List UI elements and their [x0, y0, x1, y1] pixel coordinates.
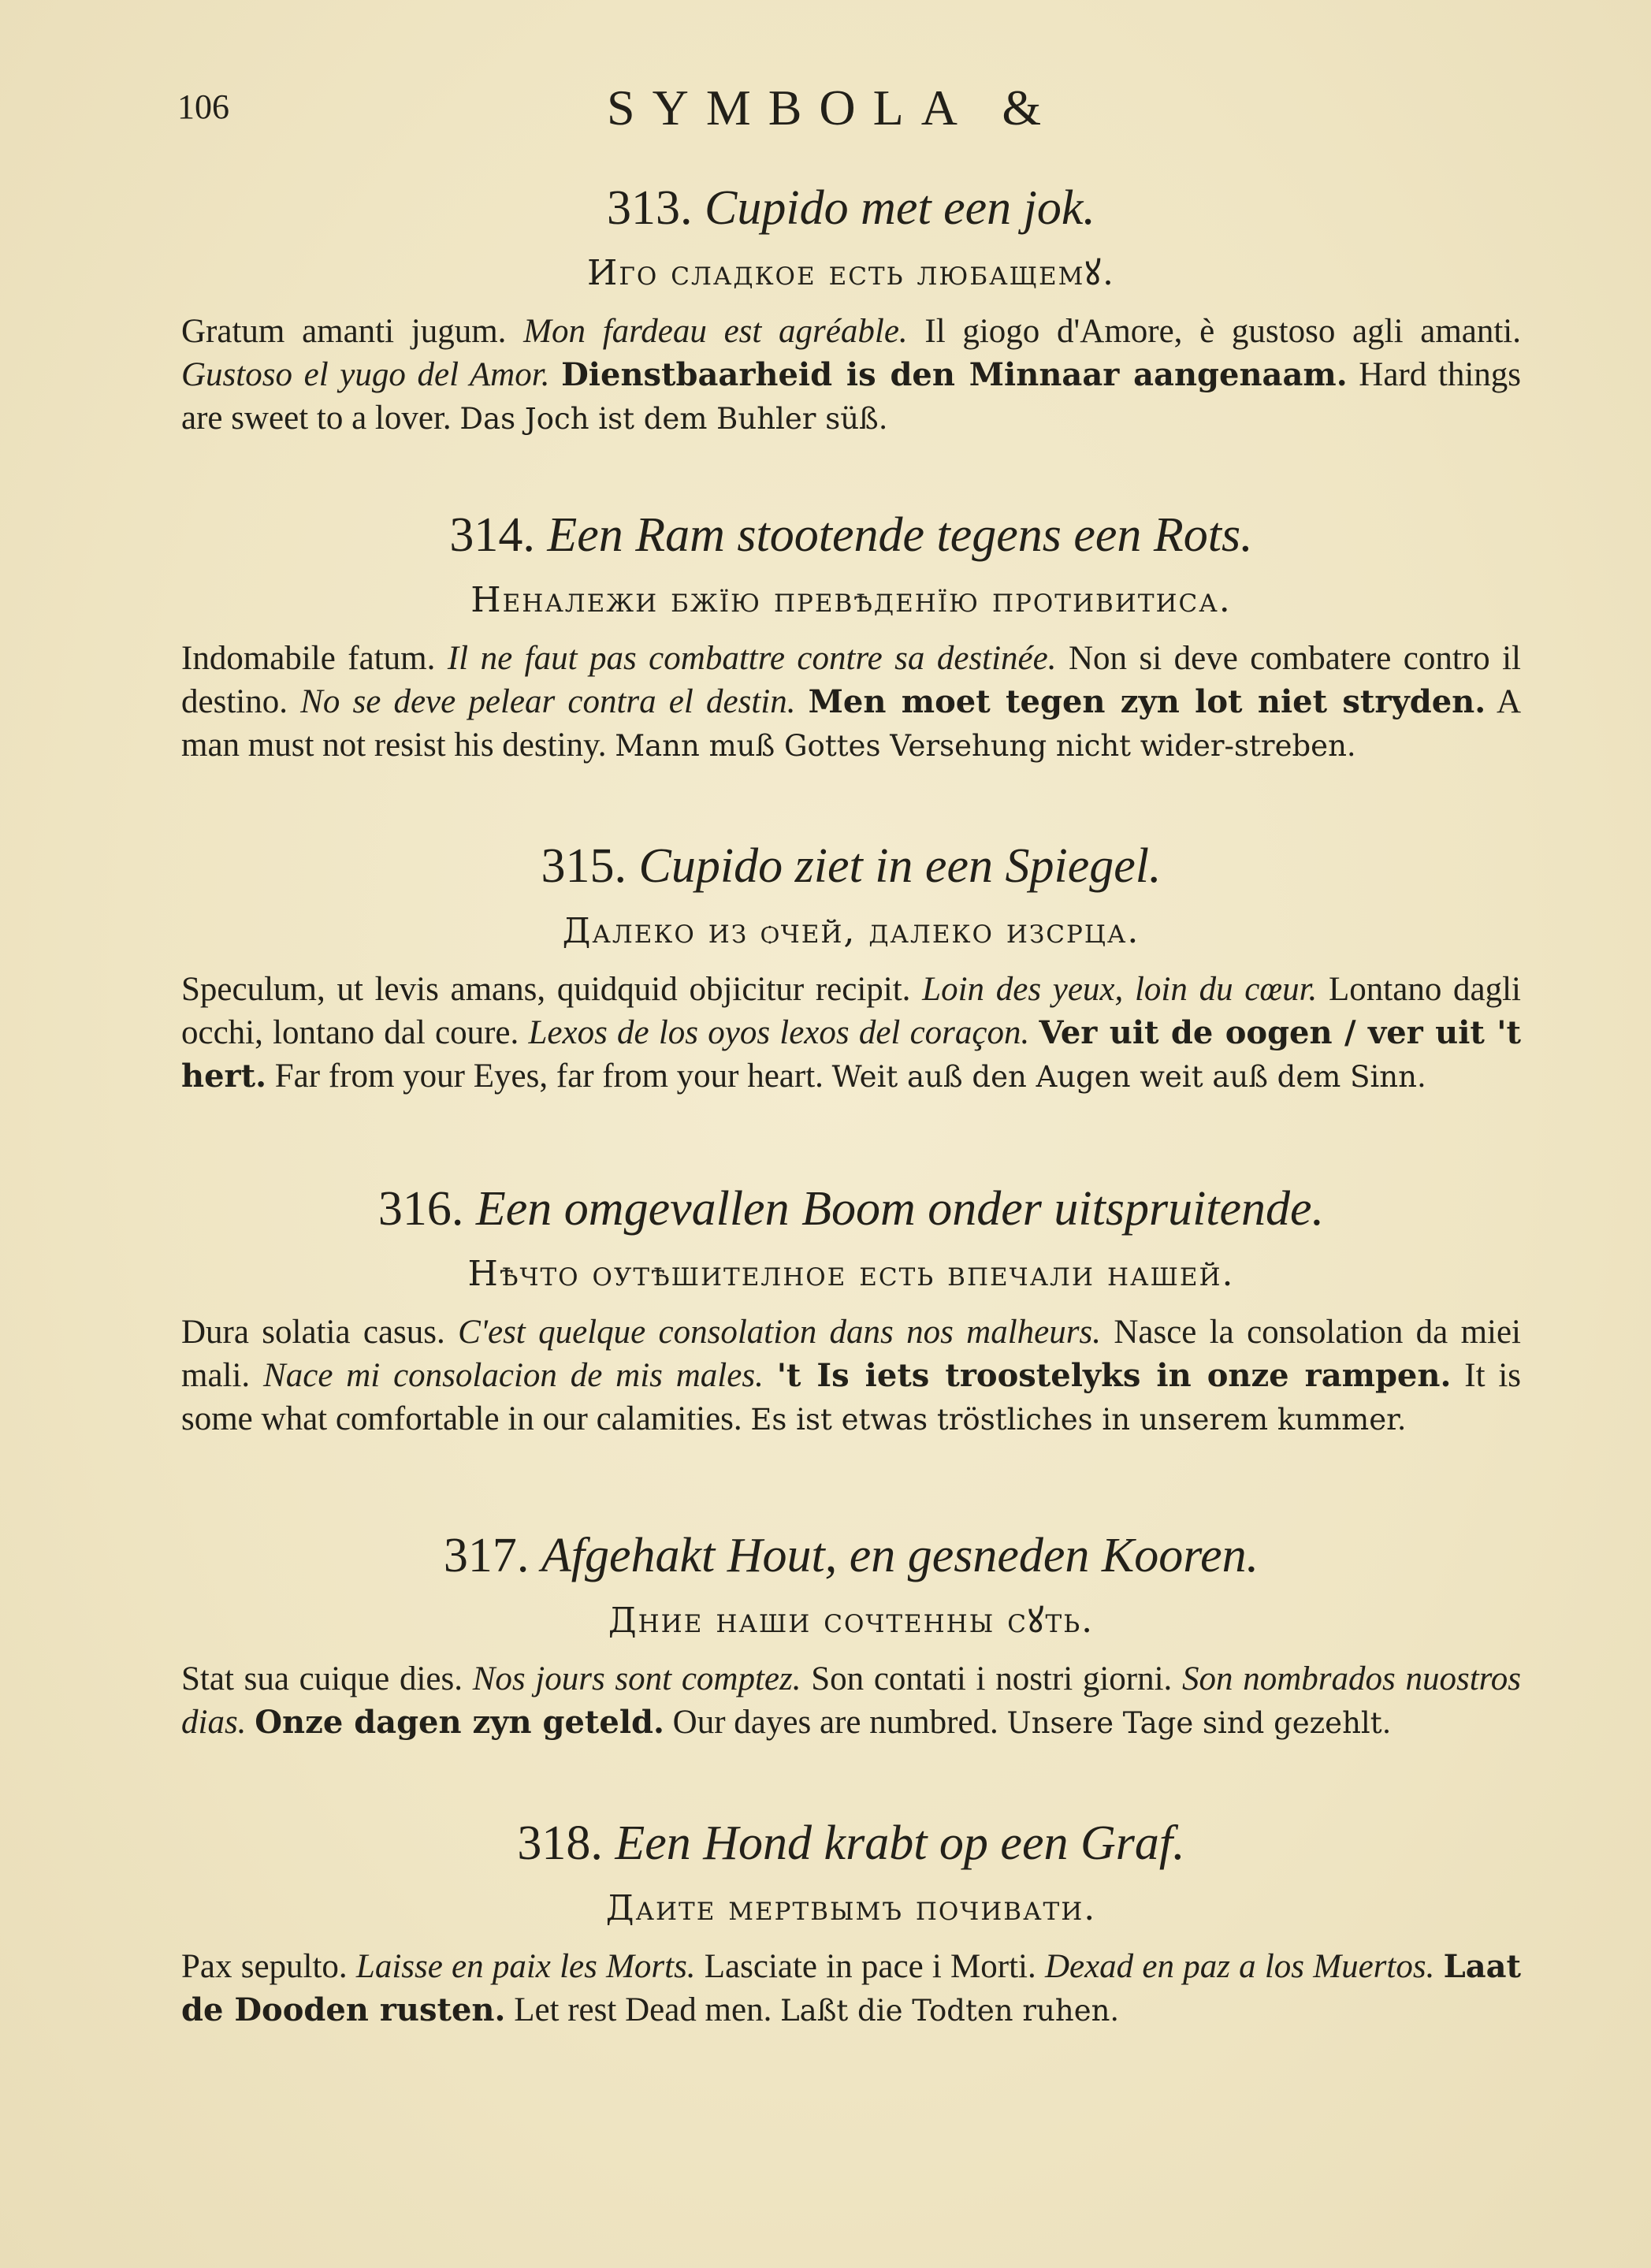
entry-motto: Afgehakt Hout, en gesneden Kooren.	[541, 1529, 1259, 1582]
emblem-entry-314	[181, 504, 1521, 768]
german-text: Weit auß den Augen weit auß dem Sinn.	[831, 1060, 1426, 1094]
entry-number: 313.	[607, 181, 693, 235]
german-text: Es ist etwas tröstliches in unserem kummer.	[750, 1403, 1407, 1437]
slavonic-motto: Нѣчто оутѣшителное есть впечали нашей.	[467, 1254, 1235, 1294]
dutch-text: Laat de Dooden rusten.	[181, 1948, 1521, 2028]
entry-title	[181, 1813, 1521, 1874]
entry-title	[181, 835, 1521, 897]
italian-text: Lasciate in pace i Morti.	[704, 1948, 1036, 1985]
german-text: Unsere Tage sind gezehlt.	[1006, 1706, 1392, 1740]
english-text: Far from your Eyes, far from your heart.	[274, 1058, 824, 1095]
emblem-entry-315	[181, 835, 1521, 1099]
latin-text: Speculum, ut levis amans, quidquid objicitur recipit.	[181, 971, 911, 1008]
emblem-entry-316	[181, 1178, 1521, 1441]
english-text: Let rest Dead men.	[514, 1991, 772, 2028]
italian-text: Nasce la consolation da miei mali.	[181, 1314, 1522, 1394]
german-text: Mann muß Gottes Versehung nicht wider-streben.	[615, 729, 1356, 763]
italian-text: Son contati i nostri giorni.	[811, 1660, 1173, 1697]
french-text: Il ne faut pas combattre contre sa destinée.	[447, 640, 1057, 677]
entry-number: 314.	[449, 508, 535, 562]
german-text: Das Joch ist dem Buhler süß.	[459, 402, 888, 436]
slavonic-motto: Далеко из ѻчей, далеко изсрца.	[562, 911, 1140, 951]
entry-body	[181, 637, 1521, 768]
entry-title	[181, 1525, 1521, 1586]
page-number: 106	[177, 87, 229, 126]
entry-body	[181, 1311, 1521, 1441]
entry-motto: Een omgevallen Boom onder uitspruitende.	[475, 1182, 1325, 1236]
dutch-text: Men moet tegen zyn lot niet stryden.	[808, 683, 1486, 720]
entry-number: 317.	[443, 1529, 530, 1582]
latin-text: Stat sua cuique dies.	[181, 1660, 463, 1697]
entry-body	[181, 1945, 1521, 2032]
entry-title	[181, 1178, 1521, 1240]
page-header	[177, 79, 1517, 142]
english-text: It is some what comfortable in our calamities.	[181, 1357, 1522, 1437]
slavonic-motto: Даите мертвымъ почивати.	[605, 1888, 1097, 1928]
latin-text: Indomabile fatum.	[181, 640, 436, 677]
dutch-text: Onze dagen zyn geteld.	[255, 1704, 664, 1741]
slavonic-motto: Неналежи бжїю превѣденїю противитиса.	[470, 580, 1232, 620]
english-text: Our dayes are numbred.	[672, 1704, 998, 1741]
english-text: Hard things are sweet to a lover.	[181, 356, 1522, 437]
french-text: Nos jours sont comptez.	[472, 1660, 801, 1697]
entry-body	[181, 310, 1521, 441]
emblem-entry-318	[181, 1813, 1521, 2032]
spanish-text: Lexos de los oyos lexos del coraçon.	[528, 1014, 1030, 1051]
entry-body	[181, 1657, 1521, 1745]
slavonic-motto: Дние наши сочтенны сꙋть.	[608, 1601, 1095, 1641]
latin-text: Gratum amanti jugum.	[181, 313, 507, 350]
french-text: Loin des yeux, loin du cœur.	[922, 971, 1318, 1008]
latin-text: Dura solatia casus.	[181, 1314, 445, 1351]
dutch-text: Ver uit de oogen / ver uit 't hert.	[181, 1014, 1522, 1095]
italian-text: Il giogo d'Amore, è gustoso agli amanti.	[924, 313, 1522, 350]
entry-motto: Een Hond krabt op een Graf.	[615, 1816, 1185, 1870]
english-text: A man must not resist his destiny.	[181, 683, 1522, 764]
entry-number: 315.	[541, 839, 627, 893]
spanish-text: Dexad en paz a los Muertos.	[1044, 1948, 1435, 1985]
entry-title	[181, 504, 1521, 566]
french-text: Mon fardeau est agréable.	[523, 313, 908, 350]
italian-text: Lontano dagli occhi, lontano dal coure.	[181, 971, 1522, 1051]
entry-number: 318.	[517, 1816, 603, 1870]
spanish-text: Gustoso el yugo del Amor.	[181, 356, 550, 393]
dutch-text: Dienstbaarheid is den Minnaar aangenaam.	[561, 356, 1348, 393]
entry-motto: Cupido met een jok.	[705, 181, 1095, 235]
spanish-text: No se deve pelear contra el destin.	[300, 683, 796, 720]
slavonic-motto: Иго сладкое есть любащемꙋ.	[587, 253, 1115, 293]
latin-text: Pax sepulto.	[181, 1948, 348, 1985]
dutch-text: 't Is iets troostelyks in onze rampen.	[776, 1357, 1452, 1394]
entry-body	[181, 968, 1521, 1099]
german-text: Laßt die Todten ruhen.	[780, 1994, 1120, 2028]
spanish-text: Son nombrados nuostros dias.	[181, 1660, 1522, 1741]
entry-motto: Cupido ziet in een Spiegel.	[638, 839, 1162, 893]
running-head: SYMBOLA &	[607, 80, 1059, 136]
french-text: Laisse en paix les Morts.	[355, 1948, 696, 1985]
emblem-entry-313	[181, 177, 1521, 441]
french-text: C'est quelque consolation dans nos malheurs.	[458, 1314, 1101, 1351]
entry-number: 316.	[377, 1182, 464, 1236]
entry-motto: Een Ram stootende tegens een Rots.	[547, 508, 1253, 562]
emblem-entry-317	[181, 1525, 1521, 1745]
spanish-text: Nace mi consolacion de mis males.	[263, 1357, 764, 1394]
italian-text: Non si deve combatere contro il destino.	[181, 640, 1521, 720]
entry-title	[181, 177, 1521, 239]
